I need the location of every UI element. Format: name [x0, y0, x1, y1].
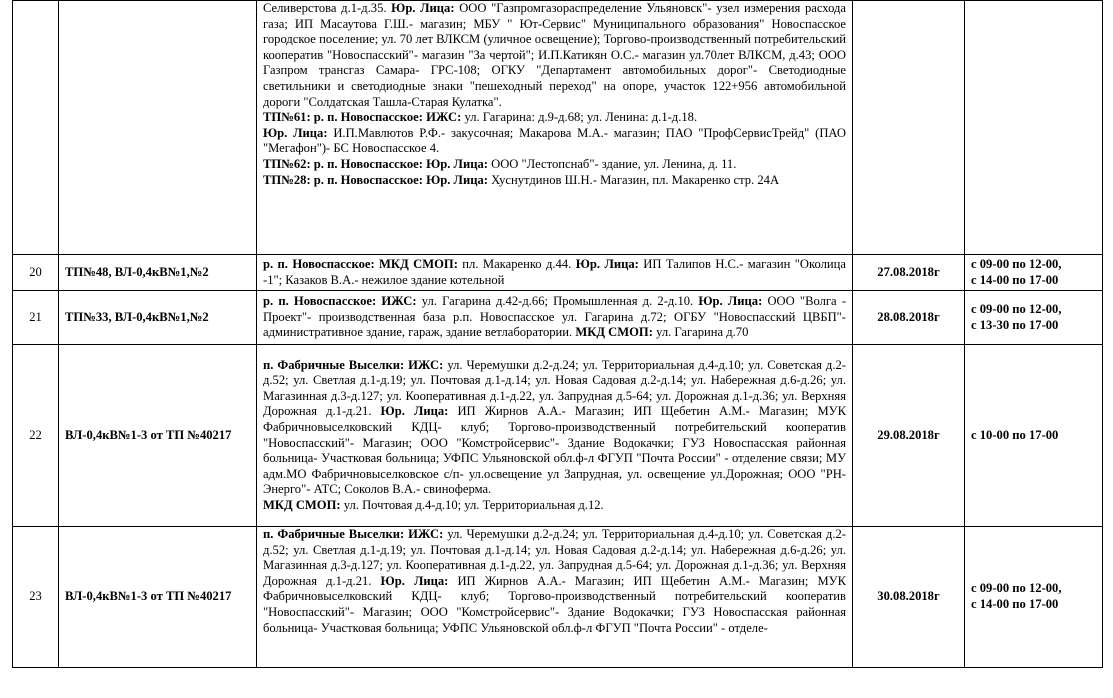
address-heading: р. п. Новоспасское: ИЖС: [263, 294, 417, 309]
address-text: ООО "Газпромгазораспределение Ульяновск"- узел измерения расхода газа; ИП Масаутова Г.Ш.- магазин; МБУ " Ют-Сервис" Муниципального образования" Новоспасское городское поселение; ул. 70 лет ВЛКСМ (уличное освещение); Торгово-производственный потребительский кооператив "Новоспасский"- магазин "За чертой"; И.П.Катикян О.С.- магазин ул.70лет ВЛКСМ, д.43; ООО Газпром трансгаз Самара- ГРС-108; ОГКУ "Департамент автомобильных дорог"- Светодиодные светильники и светодиодные знаки "пешеходный переход" на опоре, участок 122+956 автомобильной дороги "Солдатская Ташла-Старая Кулатка". [263, 1, 847, 109]
time-line: с 09-00 по 12-00, [971, 301, 1062, 316]
time-cell [965, 291, 1103, 345]
row-number-cell [13, 1, 59, 255]
address-heading: ТП№28: р. п. Новоспасское: Юр. Лица: [263, 172, 488, 187]
address-text: ИП Жирнов А.А.- Магазин; ИП Щебетин А.М.- Магазин; МУК Фабричновыселковский КДЦ- клуб; Торгово-производственный потребительский кооператив "Новоспасский"- Магазин; ООО "Комстройсервис"- Здание Водокачки; ГУЗ Новоспасская районная больница- Участковая больница; УФПС Ульяновской обл.ф-л ФГУП "Почта России" - отделение связи; МУ адм.МО Фабричновыселковское с/п- ул.освещение ул Запрудная, ул. освещение ул.Дорожная; ООО "РН-Энерго"- АТС; Соколов В.А.- свиноферма. [263, 404, 846, 497]
address-paragraph [263, 294, 846, 341]
address-heading: Юр. Лица: [575, 256, 639, 271]
table-row [13, 345, 1103, 527]
address-heading: Юр. Лица: [263, 125, 328, 140]
address-cell [257, 255, 853, 291]
address-text: Селиверстова д.1-д.35. [263, 1, 392, 15]
address-heading: Юр. Лица: [698, 294, 763, 309]
address-cell [257, 345, 853, 527]
address-text: ООО "Волга - Проект"- производственная база р.п. Новоспасское ул. Гагарина д.72; ОГБУ "Новоспасский ЦВБП"- административное здание, гараж, здание ветлаборатории. [263, 294, 847, 340]
address-cell [257, 291, 853, 345]
address-paragraph [263, 126, 846, 157]
table-body [13, 1, 1103, 668]
address-heading: ТП№62: р. п. Новоспасское: Юр. Лица: [263, 156, 488, 171]
object-cell: ВЛ-0,4кВ№1-3 от ТП №40217 [59, 527, 257, 668]
address-text: пл. Макаренко д.44. [457, 256, 576, 271]
address-paragraph [263, 257, 846, 288]
address-text: ИП Талипов Н.С.- магазин "Околица -1"; Казаков В.А.- нежилое здание котельной [263, 256, 846, 287]
time-line: с 14-00 по 17-00 [971, 272, 1059, 287]
address-paragraph [263, 527, 846, 636]
object-cell: ТП№33, ВЛ-0,4кВ№1,№2 [59, 291, 257, 345]
date-cell: 30.08.2018г [853, 527, 965, 668]
address-heading: п. Фабричные Выселки: ИЖС: [263, 357, 444, 372]
outage-schedule-table [12, 0, 1103, 668]
table-row [13, 1, 1103, 255]
address-text: ООО "Лестопснаб"- здание, ул. Ленина, д. 11. [487, 156, 737, 171]
table-row [13, 527, 1103, 668]
address-text: И.П.Мавлютов Р.Ф.- закусочная; Макарова М.А.- магазин; ПАО "ПрофСервисТрейд" (ПАО "Мегафон")- БС Новоспасское 4. [263, 125, 846, 156]
address-paragraph [263, 157, 846, 173]
object-cell [59, 1, 257, 255]
address-heading: п. Фабричные Выселки: ИЖС: [263, 527, 444, 541]
address-paragraph [263, 498, 846, 514]
time-line: с 09-00 по 12-00, [971, 581, 1062, 596]
address-paragraph [263, 110, 846, 126]
time-line: с 13-30 по 17-00 [971, 317, 1059, 332]
address-heading: МКД СМОП: [575, 325, 653, 340]
row-number-cell: 20 [13, 255, 59, 291]
row-number-cell: 21 [13, 291, 59, 345]
date-cell: 27.08.2018г [853, 255, 965, 291]
date-cell: 28.08.2018г [853, 291, 965, 345]
address-text: ул. Черемушки д.2-д.24; ул. Территориальная д.4-д.10; ул. Советская д.2-д.52; ул. Светлая д.1-д.19; ул. Почтовая д.1-д.14; ул. Новая Садовая д.2-д.14; ул. Набережная д.6-д.26; ул. Магазинная д.3-д.127; ул. Кооперативная д.1-д.22, ул. Запрудная д.5-64; ул. Дорожная д.1-д.36; ул. Верхняя Дорожная д.1-д.21. [263, 527, 846, 588]
address-heading: Юр. Лица: [380, 404, 449, 419]
address-heading: Юр. Лица: [391, 1, 455, 15]
row-number-cell: 22 [13, 345, 59, 527]
object-cell: ТП№48, ВЛ-0,4кВ№1,№2 [59, 255, 257, 291]
address-text: ул. Гагарина д.70 [652, 325, 749, 340]
address-paragraph [263, 1, 846, 110]
address-heading: МКД СМОП: [263, 497, 341, 512]
time-line: с 14-00 по 17-00 [971, 597, 1059, 611]
address-heading: ТП№61: р. п. Новоспасское: ИЖС: [263, 110, 462, 125]
table-row [13, 291, 1103, 345]
address-text: Хуснутдинов Ш.Н.- Магазин, пл. Макаренко стр. 24А [487, 172, 780, 187]
address-cell [257, 1, 853, 255]
address-text: ул. Почтовая д.4-д.10; ул. Территориальная д.12. [340, 497, 604, 512]
row-number-cell: 23 [13, 527, 59, 668]
address-text: ул. Черемушки д.2-д.24; ул. Территориальная д.4-д.10; ул. Советская д.2-д.52; ул. Светлая д.1-д.19; ул. Почтовая д.1-д.14; ул. Новая Садовая д.2-д.14; ул. Набережная д.6-д.26; ул. Магазинная д.3-д.127; ул. Кооперативная д.1-д.22, ул. Запрудная д.5-64; ул. Дорожная д.1-д.36; ул. Верхняя Дорожная д.1-д.21. [263, 357, 846, 419]
time-line: с 10-00 по 17-00 [971, 427, 1059, 442]
address-text: ИП Жирнов А.А.- Магазин; ИП Щебетин А.М.- Магазин; МУК Фабричновыселковский КДЦ- клуб; Торгово-производственный потребительский кооператив "Новоспасский"- Магазин; ООО "Комстройсервис"- Здание Водокачки; ГУЗ Новоспасская районная больница- Участковая больница; УФПС Ульяновской обл.ф-л ФГУП "Почта России" - отделе- [263, 573, 846, 635]
address-text: ул. Гагарина: д.9-д.68; ул. Ленина: д.1-д.18. [461, 110, 698, 125]
time-line: с 09-00 по 12-00, [971, 256, 1062, 271]
date-cell [853, 1, 965, 255]
address-paragraph [263, 173, 846, 189]
date-cell: 29.08.2018г [853, 345, 965, 527]
address-heading: р. п. Новоспасское: МКД СМОП: [263, 256, 458, 271]
time-cell [965, 527, 1103, 668]
address-heading: Юр. Лица: [380, 573, 449, 588]
address-paragraph [263, 358, 846, 498]
table-row [13, 255, 1103, 291]
address-text: ул. Гагарина д.42-д.66; Промышленная д. 2-д.10. [416, 294, 699, 309]
time-cell [965, 1, 1103, 255]
address-cell [257, 527, 853, 668]
time-cell [965, 345, 1103, 527]
object-cell: ВЛ-0,4кВ№1-3 от ТП №40217 [59, 345, 257, 527]
time-cell [965, 255, 1103, 291]
